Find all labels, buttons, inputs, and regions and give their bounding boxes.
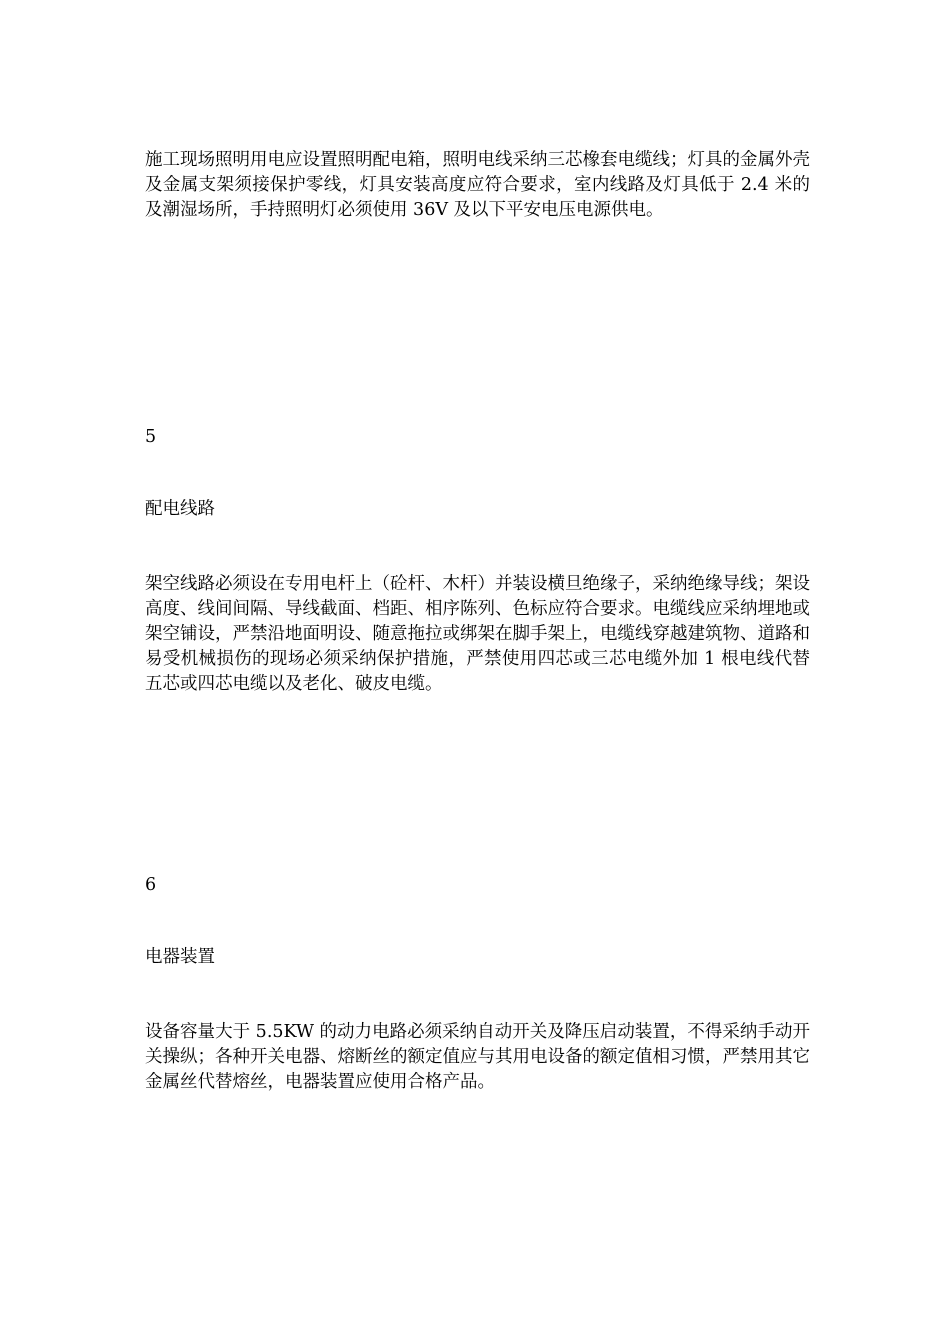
section-body-5: 架空线路必须设在专用电杆上（砼杆、木杆）并装设横旦绝缘子，采纳绝缘导线；架设高度、线间间隔、导线截面、档距、相序陈列、色标应符合要求。电缆线应采纳埋地或架空铺设，严禁沿地面明设、随意拖拉或绑架在脚手架上，电缆线穿越建筑物、道路和易受机械损伤的现场必须采纳保护措施，严禁使用四芯或三芯电缆外加 1 根电线代替五芯或四芯电缆以及老化、破皮电缆。 [145, 574, 810, 694]
paragraph-lighting: 施工现场照明用电应设置照明配电箱，照明电线采纳三芯橡套电缆线；灯具的金属外壳及金属支架须接保护零线，灯具安装高度应符合要求，室内线路及灯具低于 2.4 米的及潮湿场所，手持照明灯必须使用 36V 及以下平安电压电源供电。 [145, 150, 810, 220]
section-number-5: 5 [145, 427, 157, 447]
section-title-6: 电器装置 [145, 947, 215, 967]
section-title-5: 配电线路 [145, 499, 215, 519]
section-body-6: 设备容量大于 5.5KW 的动力电路必须采纳自动开关及降压启动装置，不得采纳手动开关操纵；各种开关电器、熔断丝的额定值应与其用电设备的额定值相习惯，严禁用其它金属丝代替熔丝，电器装置应使用合格产品。 [145, 1022, 810, 1092]
section-number-6: 6 [145, 875, 157, 895]
